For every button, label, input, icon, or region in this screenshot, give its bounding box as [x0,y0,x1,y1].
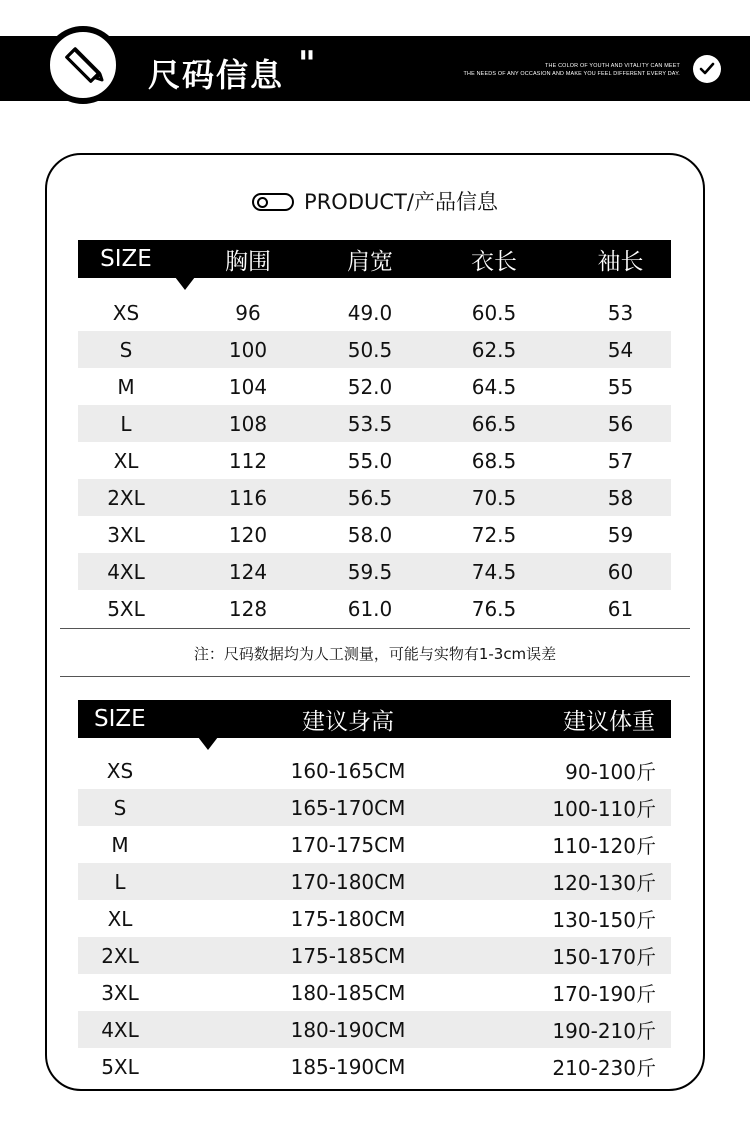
col-header-sleeve: 袖长 [597,248,644,275]
table-row [78,863,671,900]
table-cell: 52.0 [347,374,393,399]
table-cell: S [113,795,127,820]
table-cell: L [120,411,132,436]
table-cell: 60 [607,559,634,584]
table-cell: 61 [607,596,634,621]
table-cell: M [117,374,135,399]
table-cell: L [114,869,126,894]
table-cell: 3XL [101,980,139,1005]
recommend-table [78,700,671,1085]
table-cell: 100-110斤 [552,797,656,821]
table-cell: 56.5 [347,485,393,510]
table-cell: 120 [228,522,268,547]
size-table [78,240,671,627]
divider-bottom [60,676,690,677]
table-cell: 58.0 [347,522,393,547]
divider-top [60,628,690,629]
table-cell: 5XL [101,1054,139,1079]
table-cell: 100 [228,337,268,362]
table-cell: 70.5 [471,485,517,510]
table-cell: 57 [607,448,634,473]
table-cell: 74.5 [471,559,517,584]
recommend-table-body [78,752,671,1085]
table-cell: 130-150斤 [552,908,656,932]
table-cell: 2XL [101,943,139,968]
table-cell: XS [106,758,134,783]
table-row [78,442,671,479]
table-cell: 190-210斤 [552,1019,656,1043]
table-cell: 104 [228,374,268,399]
tagline-line-2: THE NEEDS OF ANY OCCASION AND MAKE YOU FEEL DIFFERENT EVERY DAY. [463,71,680,77]
table-cell: 185-190CM [290,1054,406,1079]
table-cell: 210-230斤 [552,1056,656,1080]
table-cell: 180-190CM [290,1017,406,1042]
table-cell: 55.0 [347,448,393,473]
table-cell: 175-180CM [290,906,406,931]
table-cell: 165-170CM [290,795,406,820]
col-header-shoulder: 肩宽 [347,248,393,275]
table-cell: 54 [607,337,634,362]
col-header-weight: 建议体重 [563,708,655,735]
table-row [78,553,671,590]
table-cell: 50.5 [347,337,393,362]
table-row [78,900,671,937]
table-cell: 4XL [101,1017,139,1042]
table-row [78,479,671,516]
table-cell: 150-170斤 [552,945,656,969]
table-row [78,331,671,368]
size-table-header [78,240,671,278]
table-cell: 112 [228,448,268,473]
table-row [78,752,671,789]
table-row [78,294,671,331]
col-header-height: 建议身高 [302,708,394,735]
table-row [78,1011,671,1048]
table-cell: 53 [607,300,634,325]
table-cell: XS [112,300,140,325]
table-cell: 49.0 [347,300,393,325]
table-cell: 5XL [107,596,145,621]
table-cell: 124 [228,559,268,584]
table-row [78,937,671,974]
table-row [78,826,671,863]
table-cell: 68.5 [471,448,517,473]
col-header-size: SIZE [100,246,152,272]
quote-mark: " [298,44,316,84]
table-cell: 170-190斤 [552,982,656,1006]
product-title [0,186,750,216]
col-header-length: 衣长 [471,248,517,275]
table-row [78,368,671,405]
table-cell: 64.5 [471,374,517,399]
table-cell: S [119,337,133,362]
toggle-icon [252,193,294,211]
table-row [78,405,671,442]
table-cell: 60.5 [471,300,517,325]
table-cell: 62.5 [471,337,517,362]
table-cell: XL [113,448,139,473]
table-cell: 170-180CM [290,869,406,894]
table-row [78,974,671,1011]
check-icon [693,55,721,83]
table-cell: 175-185CM [290,943,406,968]
table-cell: 76.5 [471,596,517,621]
col-header-chest: 胸围 [225,248,271,275]
table-cell: 4XL [107,559,145,584]
table-cell: 72.5 [471,522,517,547]
table-cell: M [111,832,129,857]
col-header-size: SIZE [94,706,146,732]
table-cell: 96 [235,300,261,325]
table-cell: 55 [607,374,634,399]
table-cell: 59.5 [347,559,393,584]
header-arrow [175,277,195,290]
header-arrow [198,737,218,750]
table-cell: 180-185CM [290,980,406,1005]
table-cell: 58 [607,485,634,510]
table-cell: 90-100斤 [565,760,656,784]
table-cell: 120-130斤 [552,871,656,895]
table-cell: 170-175CM [290,832,406,857]
tagline-line-1: THE COLOR OF YOUTH AND VITALITY CAN MEET [545,63,680,69]
table-cell: 56 [607,411,634,436]
product-title-text: PRODUCT/产品信息 [304,190,498,214]
table-cell: 2XL [107,485,145,510]
table-cell: 59 [607,522,634,547]
measurement-note: 注：尺码数据均为人工测量，可能与实物有1-3cm误差 [193,645,557,663]
table-row [78,1048,671,1085]
table-cell: 108 [228,411,268,436]
table-cell: 160-165CM [290,758,406,783]
table-cell: 66.5 [471,411,517,436]
table-row [78,516,671,553]
table-cell: 116 [228,485,268,510]
page-title: 尺码信息 [148,56,285,94]
table-cell: 128 [228,596,268,621]
table-cell: 3XL [107,522,145,547]
ruler-pencil-icon [44,26,122,104]
table-row [78,789,671,826]
recommend-table-header [78,700,671,738]
table-cell: 61.0 [347,596,393,621]
table-cell: 110-120斤 [552,834,656,858]
table-cell: XL [107,906,133,931]
table-row [78,590,671,627]
size-table-body [78,294,671,627]
table-cell: 53.5 [347,411,393,436]
